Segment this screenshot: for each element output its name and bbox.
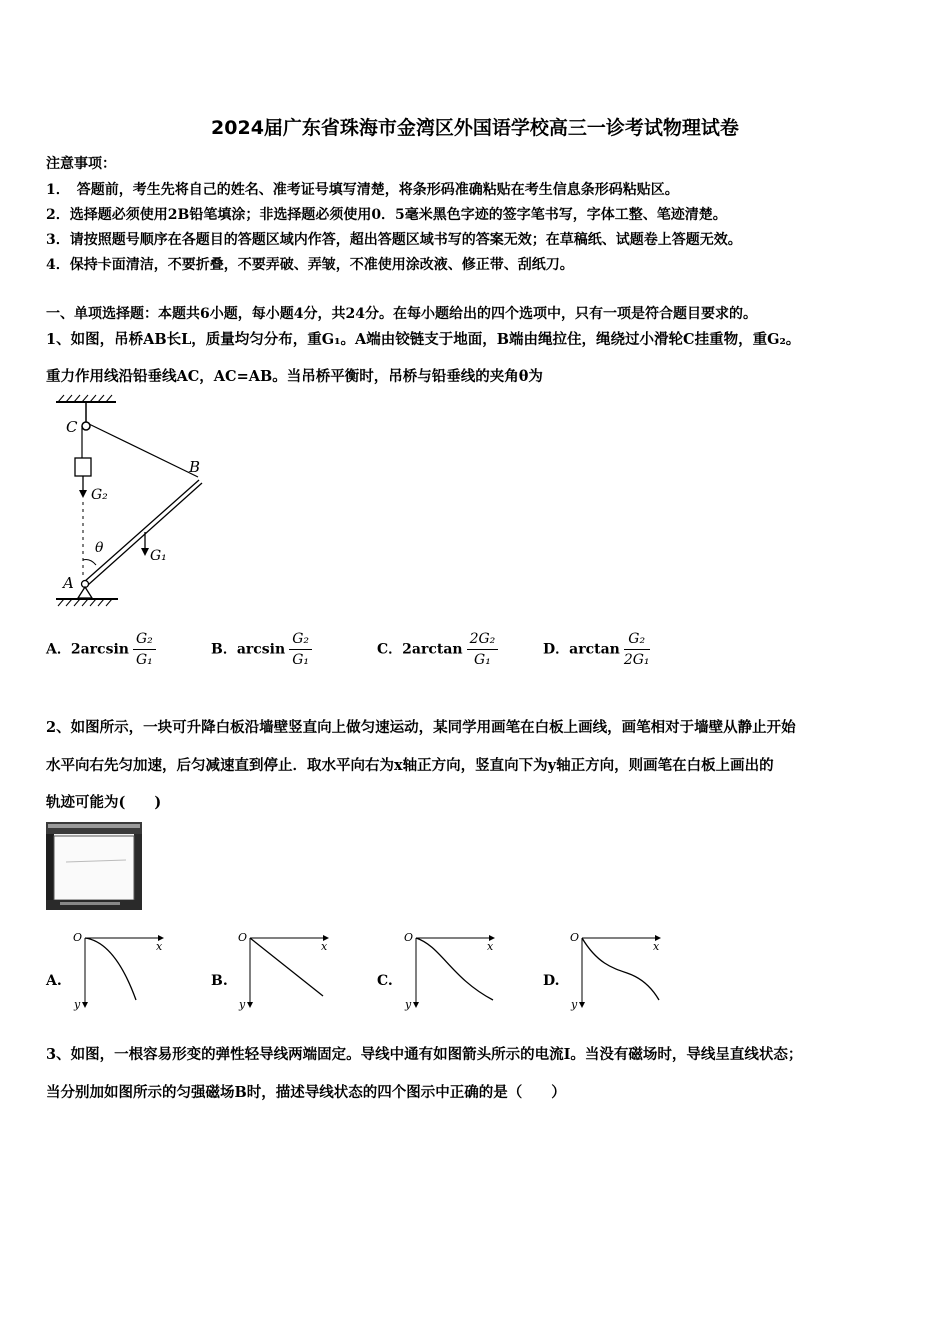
q2-whiteboard-image [46,822,142,910]
q2-a-y: y [74,998,81,1011]
q2-d-origin: O [570,931,580,944]
q2-option-b-graph[interactable] [235,928,335,1012]
q1-option-c-den: G₁ [474,652,491,668]
label-theta: θ [95,540,104,556]
q1-option-b-den: G₁ [292,652,309,668]
q2-option-a-graph[interactable] [70,928,170,1012]
q2-b-x: x [321,940,328,953]
label-G2: G₂ [91,487,108,503]
section-heading: 一、单项选择题：本题共6小题，每小题4分，共24分。在每小题给出的四个选项中，只有一项是符合题目要求的。 [46,306,757,322]
q2-option-d-graph[interactable] [567,928,667,1012]
q3-text-line1: 3、如图，一根容易形变的弹性轻导线两端固定。导线中通有如图箭头所示的电流I。当没有磁场时，导线呈直线状态； [46,1046,803,1063]
q2-d-y: y [571,998,578,1011]
q2-option-d-label[interactable]: D. [543,973,560,989]
label-B: B [189,458,201,476]
q2-option-c-graph[interactable] [401,928,501,1012]
q1-option-a-num: G₂ [133,631,156,650]
q2-text-line2: 水平向右先匀加速，后匀减速直到停止．取水平向右为x轴正方向，竖直向下为y轴正方向，则画笔在白板上画出的 [46,757,774,774]
q1-option-b[interactable] [211,631,312,668]
label-C: C [66,418,78,436]
q1-option-d[interactable] [543,631,650,668]
q1-option-b-num: G₂ [289,631,312,650]
notice-item-2: 2．选择题必须使用2B铅笔填涂；非选择题必须使用0．5毫米黑色字迹的签字笔书写，字体工整、笔迹清楚。 [46,207,727,223]
q1-option-c[interactable] [377,631,498,668]
q2-option-a-label[interactable]: A. [46,973,62,989]
q2-b-origin: O [238,931,248,944]
notice-heading: 注意事项： [46,156,116,172]
q1-option-a-den: G₁ [135,652,153,668]
q3-text-line2: 当分别加如图所示的匀强磁场B时，描述导线状态的四个图示中正确的是（ ） [46,1084,566,1101]
q1-text-line1: 1、如图，吊桥AB长L，质量均匀分布，重G₁。A端由铰链支于地面，B端由绳拉住，绳绕过小滑轮C挂重物，重G₂。 [46,331,801,348]
label-A: A [63,574,74,592]
q2-d-x: x [653,940,660,953]
q1-option-b-label: B．arcsin [211,641,286,658]
q1-drawbridge-figure [46,392,206,617]
q2-text-line3: 轨迹可能为( ) [46,794,162,811]
q2-text-line1: 2、如图所示，一块可升降白板沿墙壁竖直向上做匀速运动，某同学用画笔在白板上画线，画笔相对于墙壁从静止开始 [46,719,796,736]
q1-option-a[interactable] [46,631,156,668]
q1-option-d-label: D．arctan [543,641,620,658]
q2-b-y: y [239,998,246,1011]
q2-option-b-label[interactable]: B. [211,973,228,989]
q2-option-c-label[interactable]: C. [377,973,393,989]
q1-option-d-num: G₂ [624,631,650,650]
q2-a-x: x [156,940,163,953]
q1-option-c-label: C．2arctan [377,641,463,658]
q2-c-origin: O [404,931,414,944]
q1-option-a-label: A．2arcsin [46,641,129,658]
q1-text-line2: 重力作用线沿铅垂线AC，AC=AB。当吊桥平衡时，吊桥与铅垂线的夹角θ为 [46,368,543,385]
q1-option-d-den: 2G₁ [623,652,650,668]
notice-item-3: 3．请按照题号顺序在各题目的答题区域内作答，超出答题区域书写的答案无效；在草稿纸、试题卷上答题无效。 [46,232,742,248]
notice-item-1: 1． 答题前，考生先将自己的姓名、准考证号填写清楚，将条形码准确粘贴在考生信息条形码粘贴区。 [46,182,679,198]
q1-option-c-num: 2G₂ [467,631,499,650]
q2-c-x: x [487,940,494,953]
page-title: 2024届广东省珠海市金湾区外国语学校高三一诊考试物理试卷 [211,117,739,139]
q2-c-y: y [405,998,412,1011]
q2-a-origin: O [73,931,83,944]
notice-item-4: 4．保持卡面清洁，不要折叠，不要弄破、弄皱，不准使用涂改液、修正带、刮纸刀。 [46,257,574,273]
label-G1: G₁ [150,548,167,564]
